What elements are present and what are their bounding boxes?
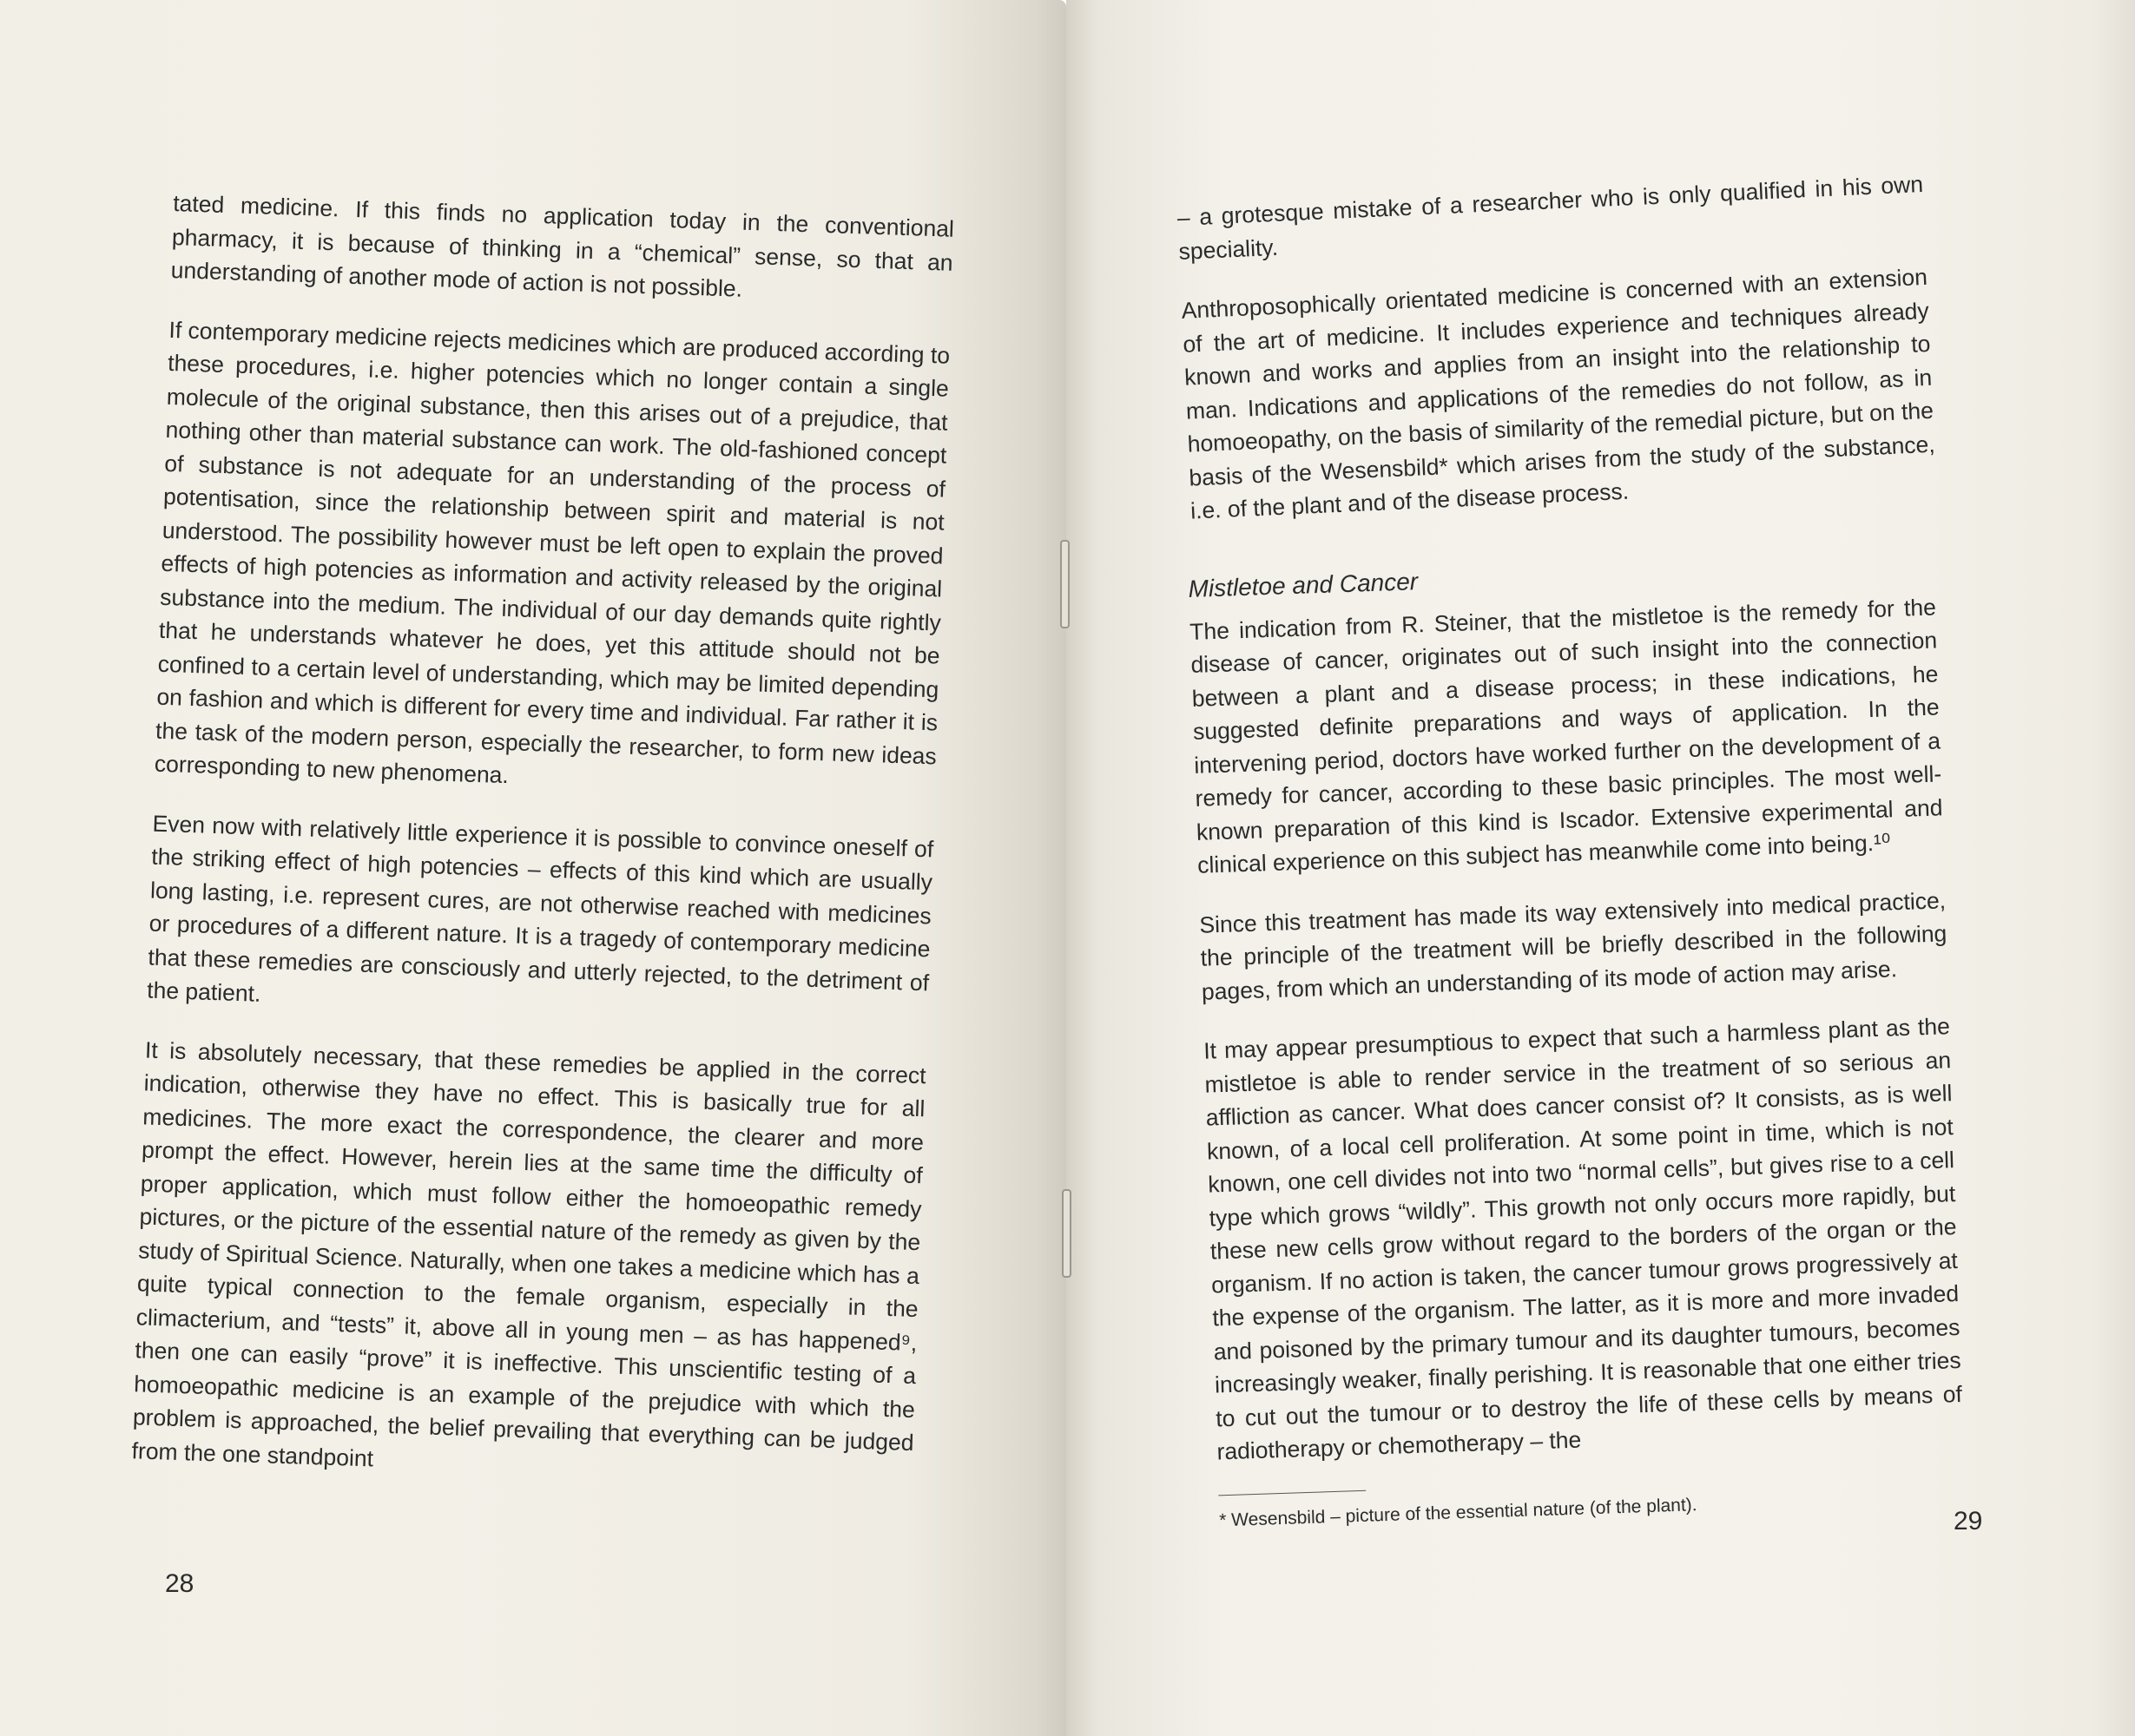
right-page-intro [1176,168,1939,554]
left-paragraph-4: It is absolutely necessary, that these remedies be applied in the correct indication, otherwise they have no effect. This is basically true for all medicines. The more exact the correspondence, the clearer and more prompt the effect. However, herein lies at the same time the difficulty of proper application, which must follow either the homoeopathic remedy pictures, or the picture of the essential nature of the remedy as given by the study of Spiritual Science. Naturally, when one takes a medicine which has a quite typical connection to the female organism, especially in the climacterium, and “tests” it, above all in young men – as has happened⁹, then one can easily “prove” it is ineffective. This unscientific testing of a homoeopathic medicine is an example of the prejudice with which the problem is approached, the belief prevailing that everything can be judged from the one standpoint [131,1036,927,1471]
left-page-text [130,187,954,1519]
section-paragraph-3: It may appear presumptious to expect that such a harmless plant as the mistletoe is able to render service in the treatment of so serious an affliction as cancer. What does cancer consist of? It consists, as is well known, of a local cell proliferation. At some point in time, which is not known, one cell divides not into two “normal cells”, but gives rise to a cell type which grows “wildly”. This growth not only occurs more rapidly, but these new cells grow without regard to the borders of the organ or the organism. If no action is taken, the cancer tumour grows progressively at the expense of the organism. The latter, as it is more and more invaded and poisoned by the primary tumour and its daughter tumours, becomes increasingly weaker, finally perishing. It is reasonable that one either tries to cut out the tumour or to destroy the life of these cells by means of radiotherapy or chemotherapy – the [1203,1013,1963,1465]
right-page [1066,0,2135,1736]
footnote-rule [1218,1489,1366,1496]
left-paragraph-2: If contemporary medicine rejects medicines which are produced according to these procedures, i.e. higher potencies which no longer contain a single molecule of the original substance, then this arises out of a prejudice, that nothing other than material substance can work. The old-fashioned concept of substance is not adequate for an understanding of the process of potentisation, since the relationship between spirit and material is not understood. The possibility however must be left open to explain the proved effects of high potencies as information and activity released by the original substance into the medium. The individual of our day demands quite rightly that he understands whatever he does, yet this attitude should not be confined to a certain level of understanding, which may be limited depending on fashion and which is different for every time and individual. Far rather it is the task of the modern person, especially the researcher, to form new ideas corresponding to new phenomena. [154,316,951,789]
section-paragraph-2: Since this treatment has made its way extensively into medical practice, the principle of the treatment will be briefly described in the following pages, from which an understanding of its mode of action may arise. [1198,886,1947,1005]
section-heading: Mistletoe and Cancer [1188,568,1419,602]
left-page [0,0,1066,1736]
left-page-number: 28 [165,1569,194,1598]
left-paragraph-1: tated medicine. If this finds no application today in the conventional pharmacy, it is because of thinking in a “chemical” sense, so that an understanding of another mode of action is not possible. [170,189,955,302]
footnote: * Wesensbild – picture of the essential nature (of the plant). [1218,1494,1697,1530]
binding-staple-top [1060,540,1070,628]
right-intro-paragraph-1: – a grotesque mistake of a researcher who is only qualified in his own speciality. [1176,170,1924,265]
right-page-section [1188,548,1966,1533]
left-paragraph-3: Even now with relatively little experience it is possible to convince oneself of the striking effect of high potencies – effects of this kind which are usually long lasting, i.e. represent cures, are not otherwise reached with medicines or procedures of a different nature. It is a tragedy of contemporary medicine that these remedies are consciously and utterly rejected, to the detriment of the patient. [146,810,934,1007]
section-paragraph-1: The indication from R. Steiner, that the mistletoe is the remedy for the disease of cancer, originates out of such insight into the connection between a plant and a disease process; in these indications, he suggested definite preparations and ways of application. In the intervening period, doctors have worked further on the development of a remedy for cancer, according to these basic principles. The most well-known preparation of this kind is Iscador. Extensive experimental and clinical experience on this subject has meanwhile come into being.¹⁰ [1189,593,1943,878]
right-page-number: 29 [1954,1507,1983,1535]
binding-staple-bottom [1062,1189,1071,1278]
right-intro-paragraph-2: Anthroposophically orientated medicine is concerned with an extension of the art of medicine. It includes experience and techniques already known and works and applies from an insight into the relationship to man. Indications and applications of the remedies do not follow, as in homoeopathy, on the basis of similarity of the remedial picture, but on the basis of the Wesensbild* which arises from the study of the substance, i.e. of the plant and of the disease process. [1181,263,1936,524]
